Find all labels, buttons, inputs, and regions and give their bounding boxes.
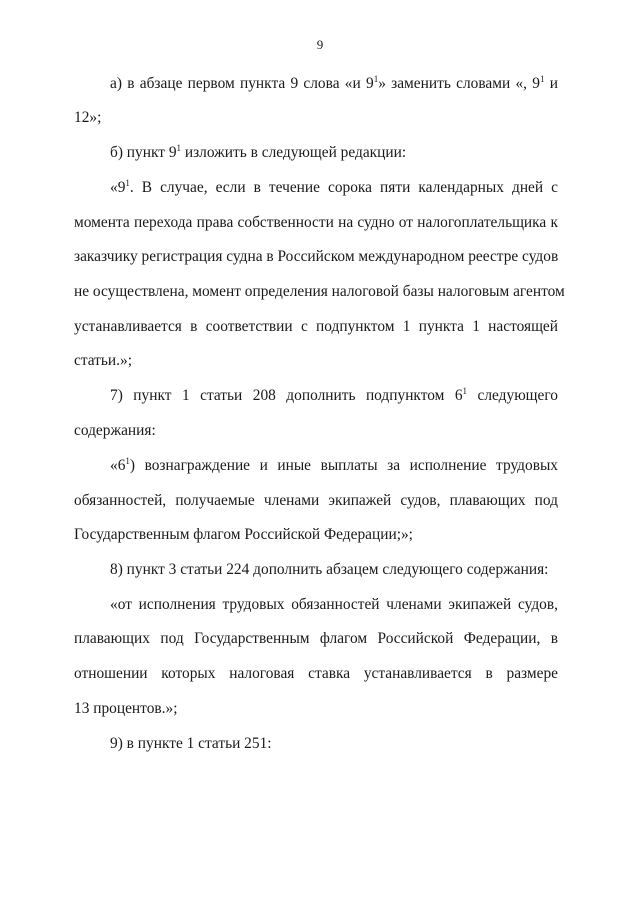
- paragraph-line-13: обязанностей, получаемые членами экипажей судов, плавающих под: [74, 492, 558, 509]
- text-span: . В случае, если в течение сорока пяти календарных дней с: [129, 179, 558, 196]
- paragraph-line-14: Государственным флагом Российской Федерации;»;: [74, 526, 413, 543]
- paragraph-line-12: [110, 456, 558, 476]
- superscript: 1: [462, 386, 468, 396]
- paragraph-line-3: [110, 143, 558, 163]
- paragraph-line-15: 8) пункт 3 статьи 224 дополнить абзацем следующего содержания:: [110, 561, 549, 578]
- page-number: 9: [316, 37, 324, 52]
- paragraph-line-2: 12»;: [74, 109, 102, 126]
- paragraph-line-5: момента перехода права собственности на судно от налогоплательщика к: [74, 214, 558, 231]
- paragraph-line-7: не осуществлена, момент определения налоговой базы налоговым агентом: [74, 283, 565, 300]
- text-span: » заменить словами «, 9: [378, 75, 540, 92]
- text-span: «9: [110, 179, 126, 196]
- superscript: 1: [373, 74, 379, 84]
- paragraph-line-10: [110, 386, 558, 406]
- text-span: б) пункт 9: [110, 144, 177, 161]
- superscript: 1: [539, 74, 545, 84]
- paragraph-line-19: 13 процентов.»;: [74, 700, 178, 717]
- paragraph-line-11: содержания:: [74, 422, 156, 439]
- paragraph-line-17: плавающих под Государственным флагом Российской Федерации, в: [74, 630, 558, 647]
- paragraph-line-4: [110, 178, 558, 198]
- superscript: 1: [176, 143, 182, 153]
- text-span: изложить в следующей редакции:: [181, 144, 407, 161]
- paragraph-line-18: отношении которых налоговая ставка устанавливается в размере: [74, 665, 558, 682]
- paragraph-line-1: [110, 74, 558, 94]
- text-span: «6: [110, 457, 126, 474]
- paragraph-line-6: заказчику регистрация судна в Российском международном реестре судов: [74, 248, 559, 265]
- text-span: ) вознаграждение и иные выплаты за исполнение трудовых: [129, 457, 558, 474]
- text-span: а) в абзаце первом пункта 9 слова «и 9: [110, 75, 374, 92]
- text-span: и: [544, 75, 558, 92]
- paragraph-line-16: «от исполнения трудовых обязанностей членами экипажей судов,: [110, 596, 558, 613]
- paragraph-line-20: 9) в пункте 1 статьи 251:: [110, 735, 272, 752]
- text-span: следующего: [467, 387, 558, 404]
- paragraph-line-8: устанавливается в соответствии с подпунктом 1 пункта 1 настоящей: [74, 318, 558, 335]
- superscript: 1: [125, 178, 130, 188]
- text-span: 7) пункт 1 статьи 208 дополнить подпунктом 6: [110, 387, 463, 404]
- paragraph-line-9: статьи.»;: [74, 352, 132, 369]
- superscript: 1: [125, 456, 130, 466]
